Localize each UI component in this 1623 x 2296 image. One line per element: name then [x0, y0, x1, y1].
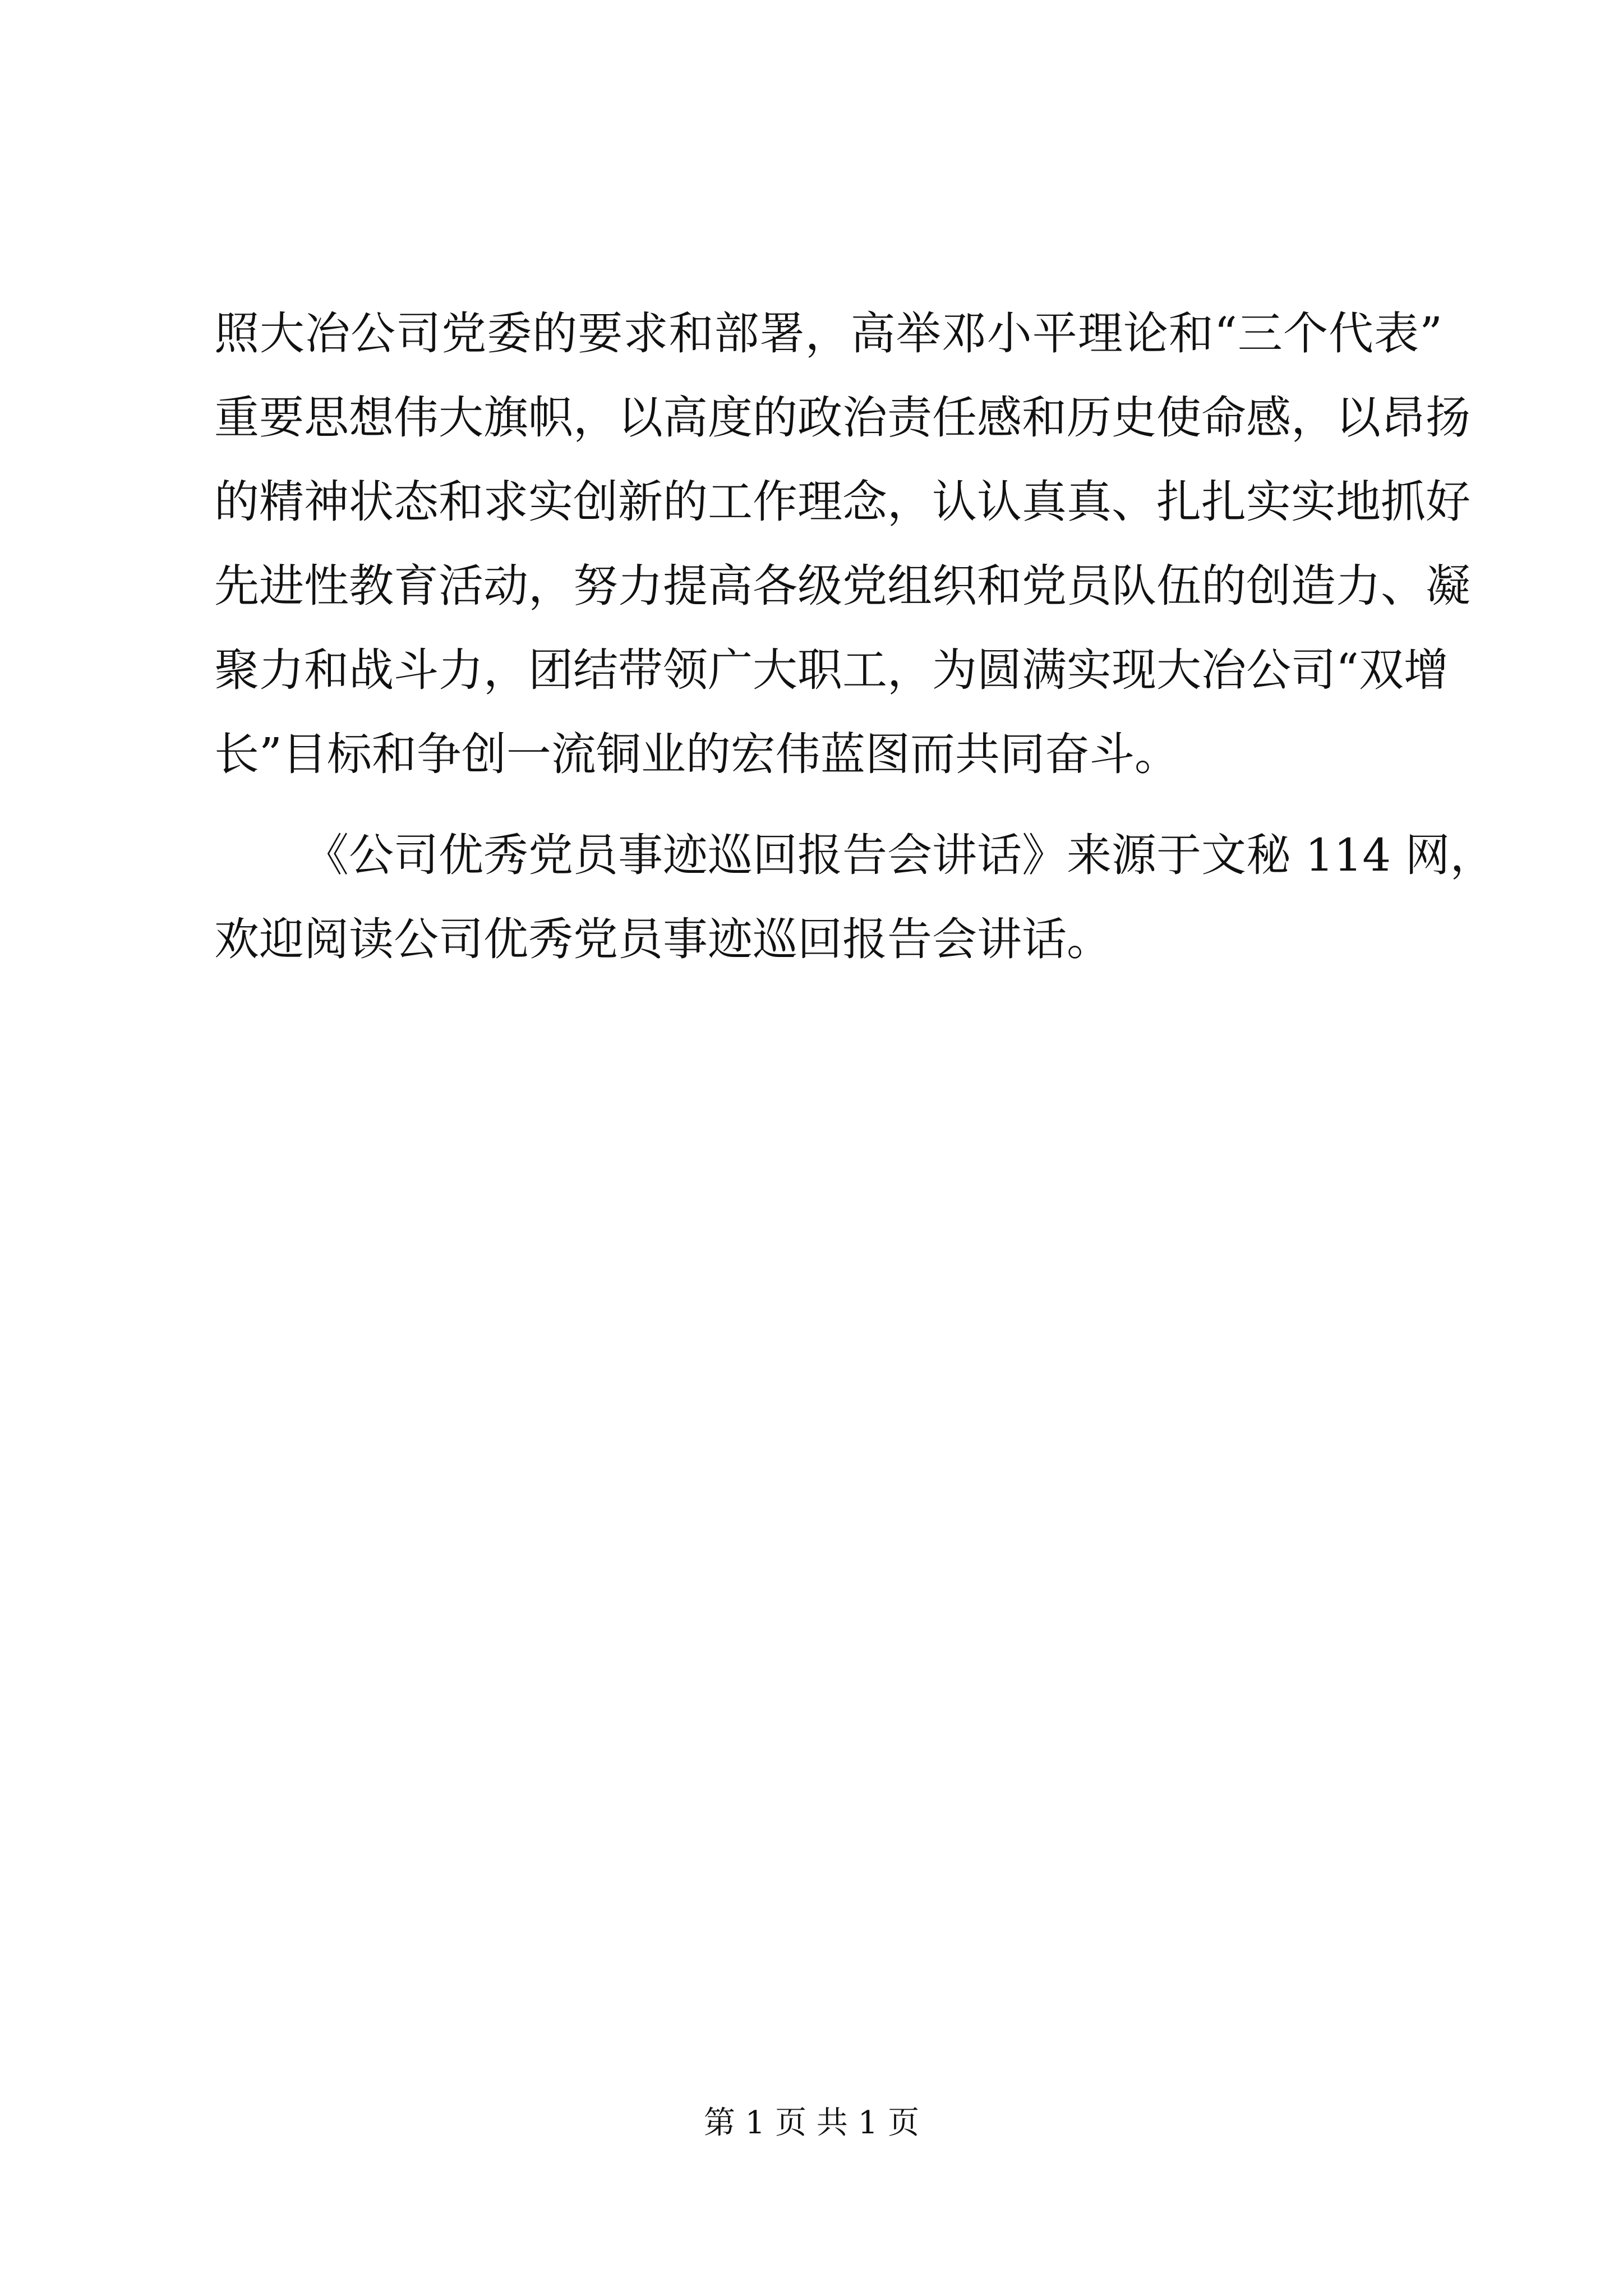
paragraph-spacer — [214, 797, 1442, 813]
paragraph-2-line-1: 《公司优秀党员事迹巡回报告会讲话》来源于文秘 114 网， — [304, 829, 1495, 881]
paragraph-2-line-2: 欢迎阅读公司优秀党员事迹巡回报告会讲话。 — [214, 913, 1112, 965]
paragraph-1-line-3: 的精神状态和求实创新的工作理念，认认真真、扎扎实实地抓好 — [214, 476, 1470, 528]
paragraph-1-line-4: 先进性教育活动，努力提高各级党组织和党员队伍的创造力、凝 — [214, 560, 1470, 612]
document-body — [214, 292, 1495, 982]
paragraph-1-line-6: 长”目标和争创一流铜业的宏伟蓝图而共同奋斗。 — [214, 728, 1179, 780]
paragraph-1-line-1: 照大冶公司党委的要求和部署，高举邓小平理论和“三个代表” — [214, 307, 1442, 360]
page-number-footer: 第 1 页 共 1 页 — [703, 2105, 920, 2141]
paragraph-1-line-2: 重要思想伟大旗帜，以高度的政治责任感和历史使命感，以昂扬 — [214, 392, 1470, 444]
paragraph-1-line-5: 聚力和战斗力，团结带领广大职工，为圆满实现大冶公司“双增 — [214, 644, 1449, 696]
